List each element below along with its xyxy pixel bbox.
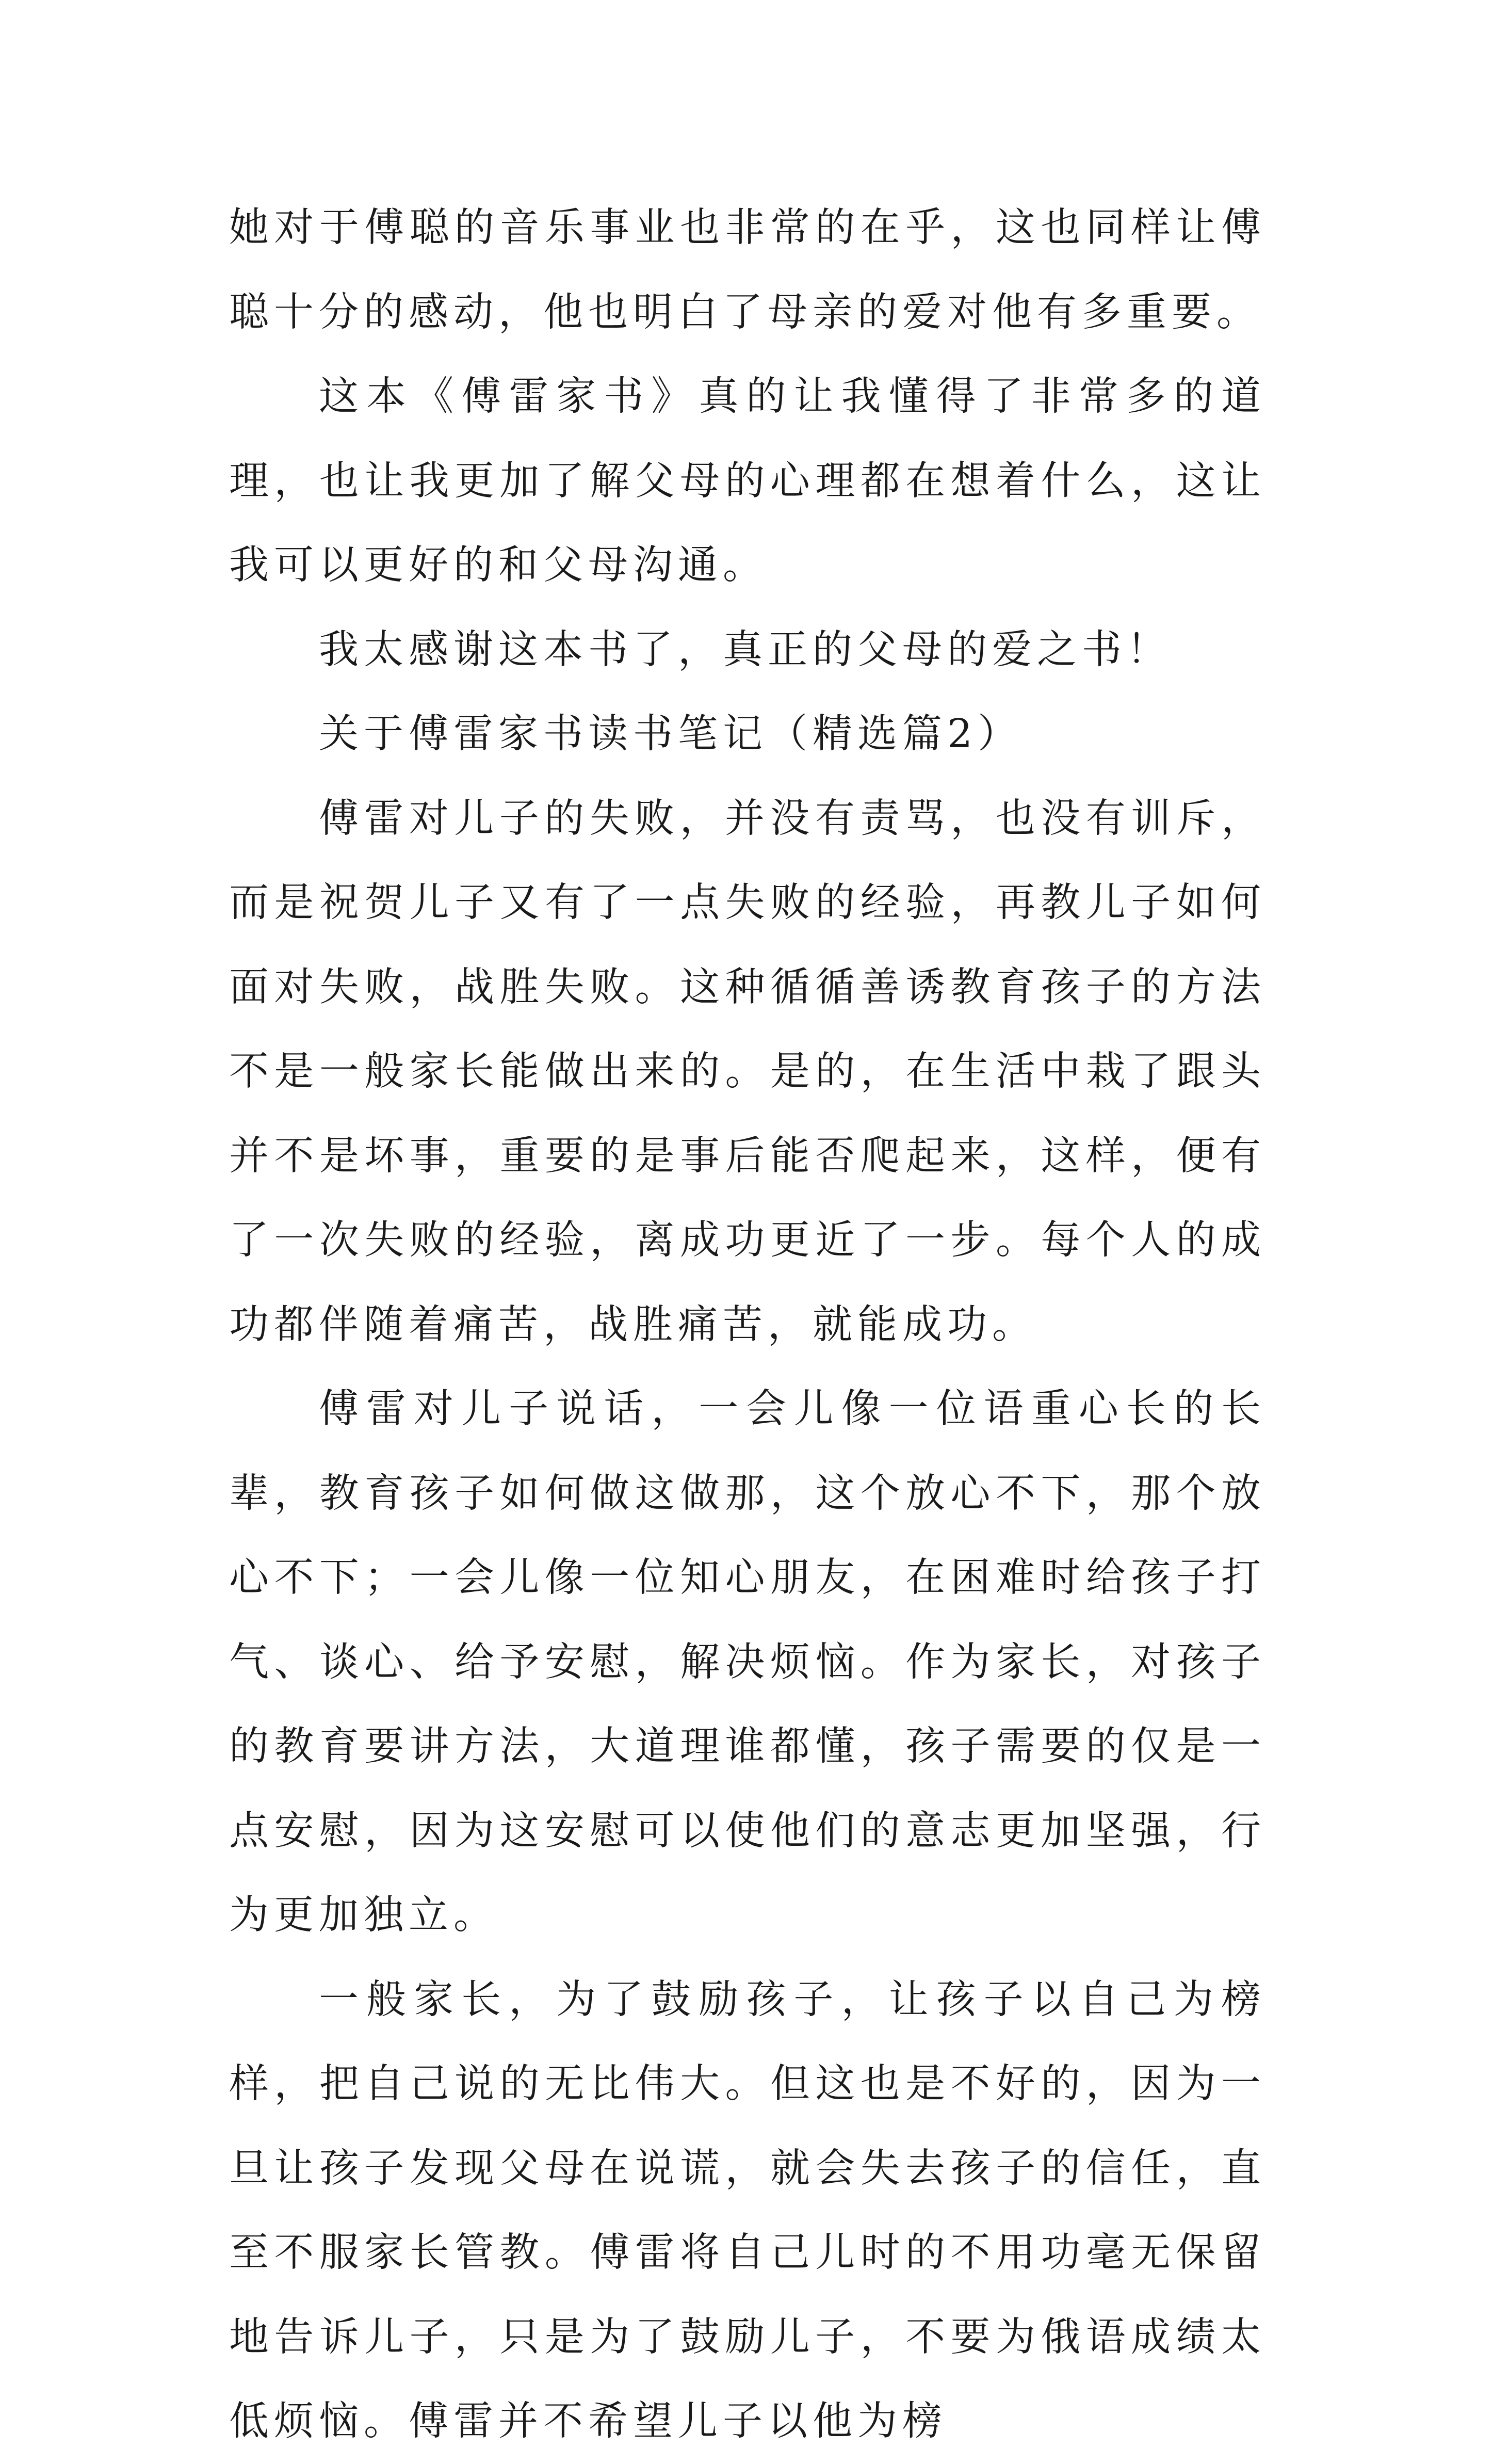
paragraph-2: 这本《傅雷家书》真的让我懂得了非常多的道理，也让我更加了解父母的心理都在想着什么，这让我可以更好的和父母沟通。 xyxy=(229,374,1266,588)
paragraph-5: 傅雷对儿子说话，一会儿像一位语重心长的长辈，教育孩子如何做这做那，这个放心不下，那个放心不下；一会儿像一位知心朋友，在困难时给孩子打气、谈心、给予安慰，解决烦恼。作为家长，对孩子的教育要讲方法，大道理谁都懂，孩子需要的仅是一点安慰，因为这安慰可以使他们的意志更加坚强，行为更加独立。 xyxy=(229,1386,1266,1938)
paragraph-3: 我太感谢这本书了，真正的父母的爱之书！ xyxy=(319,626,1172,673)
section-heading: 关于傅雷家书读书笔记（精选篇2） xyxy=(319,711,1023,757)
paragraph-1: 她对于傅聪的音乐事业也非常的在乎，这也同样让傅聪十分的感动，他也明白了母亲的爱对他有多重要。 xyxy=(229,205,1266,335)
paragraph-4: 傅雷对儿子的失败，并没有责骂，也没有训斥，而是祝贺儿子又有了一点失败的经验，再教儿子如何面对失败，战胜失败。这种循循善诱教育孩子的方法不是一般家长能做出来的。是的，在生活中栽了跟头并不是坏事，重要的是事后能否爬起来，这样，便有了一次失败的经验，离成功更近了一步。每个人的成功都伴随着痛苦，战胜痛苦，就能成功。 xyxy=(229,795,1266,1348)
document-body xyxy=(229,186,1266,2464)
paragraph-6: 一般家长，为了鼓励孩子，让孩子以自己为榜样，把自己说的无比伟大。但这也是不好的，因为一旦让孩子发现父母在说谎，就会失去孩子的信任，直至不服家长管教。傅雷将自己儿时的不用功毫无保留地告诉儿子，只是为了鼓励儿子，不要为俄语成绩太低烦恼。傅雷并不希望儿子以他为榜 xyxy=(229,1976,1266,2444)
